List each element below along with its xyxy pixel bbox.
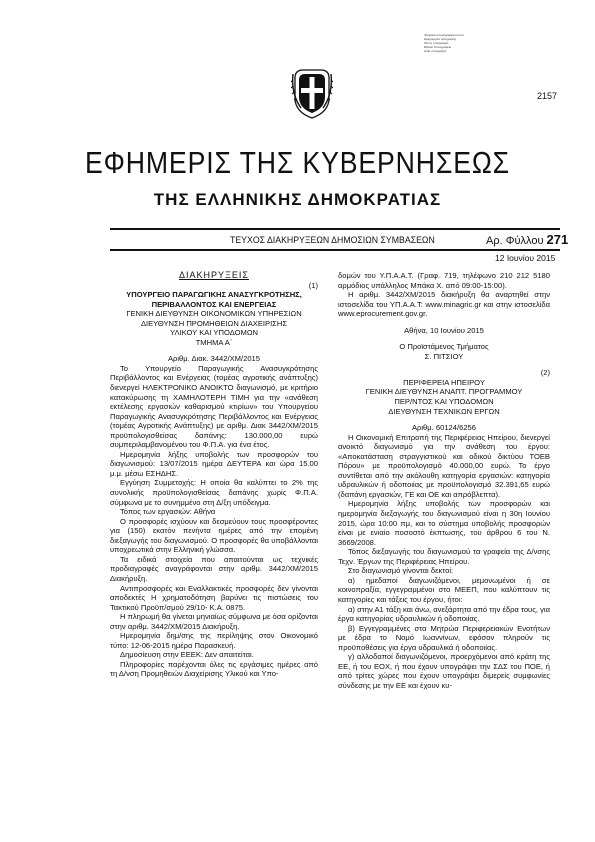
paragraph: Τα ειδικά στοιχεία που απαιτούνται ως τεχνικές προδιαγραφές αναγράφονται στην αριθμ. 3442/ΧΜ/2015 Διακήρυξη. <box>110 554 318 583</box>
signature-line: Ημερομηνία υπογραφής <box>424 37 457 41</box>
paragraph: Τόπος διεξαγωγής του διαγωνισμού τα γραφεία της Δ/νσης Τεχν. Έργων της Περιφέρειας Ηπείρου. <box>338 547 550 566</box>
place-date: Αθήνα, 10 Ιουνίου 2015 <box>404 325 484 335</box>
header-rule-bottom <box>110 249 560 251</box>
ministry-line: ΥΠΟΥΡΓΕΙΟ ΠΑΡΑΓΩΓΙΚΗΣ ΑΝΑΣΥΓΚΡΟΤΗΣΗΣ, <box>126 290 302 300</box>
paragraph: Τόπος των εργασιών: Αθήνα <box>120 507 216 517</box>
item-number: (1) <box>308 280 318 290</box>
authority-line: ΠΕΡΙΦΕΡΕΙΑ ΗΠΕΙΡΟΥ <box>403 377 485 387</box>
reference-number: Αριθμ. Διακ. 3442/ΧΜ/2015 <box>167 354 261 364</box>
sheet-label: Αρ. Φύλλου <box>486 235 544 247</box>
signer-name: Σ. ΠΙΤΣΙΟΥ <box>424 351 464 361</box>
directorate-line: ΔΙΕΥΘΥΝΣΗ ΠΡΟΜΗΘΕΙΩΝ ΔΙΑΧΕΙΡΙΣΗΣ <box>140 318 288 328</box>
paragraph: Εγγύηση Συμμετοχής: Η οποία θα καλύπτει το 2% της συνολικής προϋπολογισθείσας δαπάνης χωρίς Φ.Π.Α. σύμφωνα με το συνημμένο στη Δ/ξη υπόδειγμα. <box>110 478 318 507</box>
paragraph: Η πληρωμή θα γίνεται μηνιαίως σύμφωνα με όσα ορίζονται στην αριθμ. 3442/ΧΜ/2015 Διακήρυξη. <box>110 612 318 631</box>
directorate-line: ΓΕΝΙΚΗ ΔΙΕΥΘΥΝΣΗ ΟΙΚΟΝΟΜΙΚΩΝ ΥΠΗΡΕΣΙΩΝ <box>126 309 302 319</box>
item-number: (2) <box>540 368 550 378</box>
reference-number: Αριθμ. 60124/6256 <box>411 423 476 433</box>
paragraph: Ο προσφορές ισχύουν και δεσμεύουν τους προσφέροντες για (150) εκατόν πενήντα ημέρες από την επομένη διεξαγωγής του διαγωνισμού. Ο προσφορές θα υποβάλλονται υποχρεωτικά στην Ελληνική γλώσσα. <box>110 516 318 555</box>
header-rule-top <box>110 228 560 230</box>
greek-coat-of-arms-icon <box>291 64 333 120</box>
signer-title: Ο Προϊστάμενος Τμήματος <box>399 342 489 352</box>
paragraph: γ) αλλοδαποί διαγωνιζόμενοι, προερχόμενοι από κράτη της ΕΕ, ή του ΕΟΧ, ή που έχουν υπογράψει την ΣΔΣ του ΠΟΕ, ή από τρίτες χώρες που έχουν υπογράψει διμερείς συμφωνίες σύνδεσης με την ΕΕ και έχουν κυ- <box>338 652 550 690</box>
paragraph: Ημερομηνία δημ/σης της περίληψης στον Οικονομικό τύπο: 12-06-2015 ημέρα Παρασκευή. <box>110 631 318 650</box>
paragraph: Ημερομηνία λήξης υποβολής των προσφορών και ημερομηνία διεξαγωγής του διαγωνισμού είναι η 30η Ιουνίου 2015, ώρα 10:00 πμ, και το σύστημα υποβολής προσφορών είναι με ενιαίο ποσοστό έκπτωσης, του άρθρου 6 του Ν. 3669/2008. <box>338 499 550 547</box>
paragraph: Πληροφορίες παρέχονται όλες τις εργάσιμες ημέρες από τη Δ/νση Προμηθειών Διαχείρισης Υλικού και Υπο- <box>110 659 318 679</box>
gazette-subtitle: ΤΗΣ ΕΛΛΗΝΙΚΗΣ ΔΗΜΟΚΡΑΤΙΑΣ <box>153 190 442 209</box>
directorate-line: ΥΛΙΚΟΥ ΚΑΙ ΥΠΟΔΟΜΩΝ <box>169 328 259 338</box>
paragraph: β) Εγγεγραμμένες στα Μητρώα Περιφερειακών Ενοτήτων με έδρα το Νομό Ιωαννίνων, εφόσον πληρούν τις προϋποθέσεις για έργα υδραυλικά ή οδοποιίας. <box>338 623 550 652</box>
paragraph: Ημερομηνία λήξης υποβολής των προσφορών του διαγωνισμού: 13/07/2015 ημέρα ΔΕΥΤΕΡΑ και ώρα 15.00 μ.μ. μέσω ΕΣΗΔΗΣ. <box>110 449 318 478</box>
paragraph: Το Υπουργείο Παραγωγικής Ανασυγκρότησης Περιβάλλοντος και Ενέργειας (τομέας αγροτικής ανάπτυξης) διενεργεί ΗΛΕΚΤΡΟΝΙΚΟ ΑΝΟΙΚΤΟ διαγωνισμό, με κριτήριο κατακύρωσης τη ΧΑΜΗΛΟΤΕΡΗ ΤΙΜΗ για την «ανάθεση εκτέλεσης εργασιών καθαρισμού κτιρίων» του Υπουργείου Παραγωγικής Ανασυγκρότησης Περιβάλλοντος και Ενέργειας (τομέας Αγροτικής Ανάπτυξης) με αριθμ. Διακ 3442/ΧΜ/2015 προϋπολογισθείσας δαπάνης: 130.000,00 ευρώ συμπεριλαμβανομένου του Φ.Π.Α. για ένα έτος. <box>110 363 318 450</box>
ministry-line: ΠΕΡΙΒΑΛΛΟΝΤΟΣ ΚΑΙ ΕΝΕΡΓΕΙΑΣ <box>151 299 277 309</box>
section-title: ΔΙΑΚΗΡΥΞΕΙΣ <box>179 270 249 280</box>
paragraph: Αντιπροσφορές και Εναλλακτικές προσφορές δεν γίνονται αποδεκτές Η χρηματοδότηση βαρύνει τις πιστώσεις του Τακτικού Προϋπ/σμού 29/10- Κ.Α. 0875. <box>110 583 318 612</box>
paragraph: α) ημεδαποί διαγωνιζόμενοι, μεμονωμένοι ή σε κοινοπραξία, εγγεγραμμένοι στο ΜΕΕΠ, που καλύπτουν τις κατηγορίες και τάξεις του έργου, ήτοι: <box>338 575 550 604</box>
signature-line: Τόπος υπογραφής <box>424 41 449 45</box>
paragraph: Δημοσίευση στην ΕΕΕΚ: Δεν απαιτείται. <box>120 650 254 660</box>
paragraph: Η αριθμ. 3442/ΧΜ/2015 διακήρυξη θα αναρτηθεί στην ιστοσελίδα του ΥΠ.Α.Α.Τ: www.minagric.gr και στην ιστοσελίδα www.eprocurement.gov.gr. <box>338 290 550 319</box>
directorate-line: ΤΜΗΜΑ Α΄ <box>195 337 233 347</box>
paragraph: Η Οικονομική Επιτροπή της Περιφέρειας Ηπείρου, διενεργεί ανοικτό διαγωνισμό για την ανάθεση του έργου: «Αποκατάσταση στραγγιστικού και οδικού δικτύου ΤΟΕΒ Πόρου» με προϋπολογισμό 40.000,00 ευρώ. Το έργο συντίθεται από την ακόλουθη κατηγορία εργασιών: κατηγορία υδραυλικών ή οδοποιίας με προϋπολογισμό 32.391,65 ευρώ (δαπάνη εργασιών, ΓΕ και ΟΕ και απρόβλεπτα). <box>338 432 550 499</box>
authority-line: ΔΙΕΥΘΥΝΣΗ ΤΕΧΝΙΚΩΝ ΕΡΓΩΝ <box>388 406 500 416</box>
paragraph: Στο διαγωνισμό γίνονται δεκτοί: <box>348 566 454 576</box>
authority-line: ΓΕΝΙΚΗ ΔΙΕΥΘΥΝΣΗ ΑΝΑΠΤ. ΠΡΟΓΡΑΜΜΟΥ <box>365 387 523 397</box>
page-number: 2157 <box>537 91 558 101</box>
signature-line: Αιτία υπογραφής <box>424 49 447 53</box>
signature-line: Εθνικό Τυπογραφείο <box>424 45 452 49</box>
right-column <box>338 271 550 690</box>
paragraph: α) στην Α1 τάξη και άνω, ανεξάρτητα από την έδρα τους, για έργα κατηγορίας υδραυλικών ή οδοποιίας. <box>338 604 550 624</box>
authority-line: ΠΕΡ/ΝΤΟΣ ΚΑΙ ΥΠΟΔΟΜΩΝ <box>394 397 494 407</box>
issue-type: ΤΕΥΧΟΣ ΔΙΑΚΗΡΥΞΕΩΝ ΔΗΜΟΣΙΩΝ ΣΥΜΒΑΣΕΩΝ <box>230 235 435 246</box>
left-column <box>110 271 318 679</box>
digital-signature-block <box>424 33 470 53</box>
signature-line: Ψηφιακά υπογεγραμμένο από <box>424 33 464 37</box>
paragraph: δομών του Υ.Π.Α.Α.Τ. (Γραφ. 719, τηλέφωνο 210 212 5180 αρμόδιος υπάλληλος Μπάκα Χ. από 09:00-15:00). <box>338 271 550 290</box>
sheet-number: 271 <box>546 232 569 247</box>
sheet-number-block <box>486 232 568 247</box>
gazette-title: ΕΦΗΜΕΡΙΣ ΤΗΣ ΚΥΒΕΡΝΗΣΕΩΣ <box>84 145 511 180</box>
issue-date: 12 Ιουνίου 2015 <box>495 253 556 263</box>
